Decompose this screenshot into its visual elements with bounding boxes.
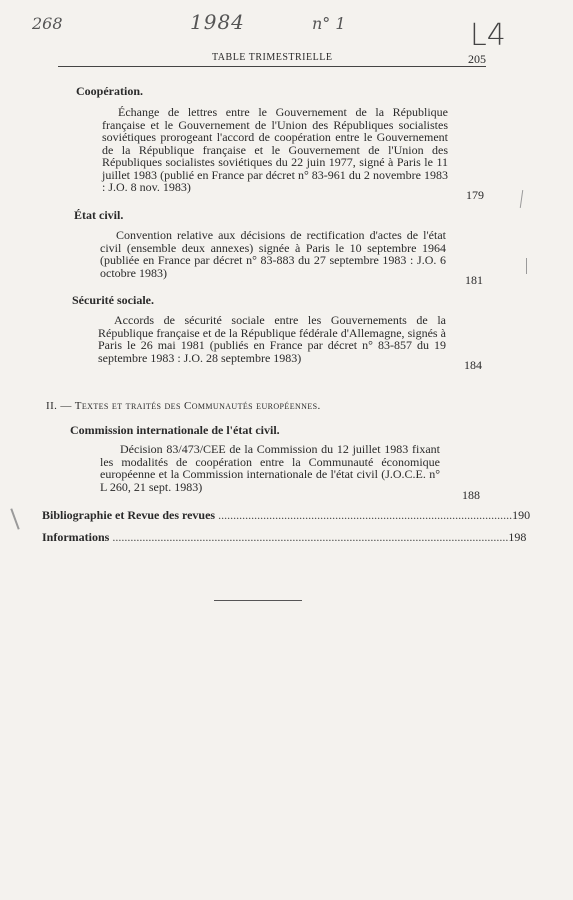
- page-number: 205: [468, 52, 486, 66]
- toc-line: [42, 530, 527, 545]
- toc-label: Informations: [42, 530, 110, 544]
- section-heading: Commission internationale de l'état civil.: [70, 423, 280, 437]
- toc-line: [42, 508, 531, 523]
- end-rule: [214, 600, 302, 601]
- page-header: [74, 52, 486, 66]
- entry-text: Convention relative aux décisions de rectification d'actes de l'état civil (ensemble deux annexes) signée à Paris le 10 septembre 1964 (publiée en France par décret n° 83-883 du 27 septembre 1983 : J.O. 6 octobre 1983): [100, 228, 446, 280]
- entry-text: Échange de lettres entre le Gouvernement de la République française et le Gouvernement de l'Union des Républiques socialistes soviétiques prorogeant l'accord de coopération entre le Gouvernement de la République française et le Gouvernement de l'Union des Républiques socialistes soviétiques du 22 juin 1977, signé à Paris le 11 juillet 1983 (publié en France par décret n° 83-961 du 2 novembre 1983 : J.O. 8 nov. 1983): [102, 105, 448, 194]
- scan-mark: [10, 508, 19, 529]
- section-entry: [98, 314, 446, 364]
- section-heading: Coopération.: [76, 84, 143, 98]
- entry-page-number: 181: [465, 273, 483, 287]
- dot-leader: ..................................................................................................: [215, 508, 513, 522]
- section-heading: Sécurité sociale.: [72, 293, 154, 307]
- entry-page-number: 184: [464, 358, 482, 372]
- toc-page-number: 198: [508, 530, 527, 544]
- entry-text: Décision 83/473/CEE de la Commission du 12 juillet 1983 fixant les modalités de coopération entre la Communauté économique européenne et la Commission internationale de l'état civil (J.O.C.E. n° L 260, 21 sept. 1983): [100, 442, 440, 494]
- handwritten-note-left: 268: [32, 14, 63, 33]
- entry-page-number: 188: [462, 488, 480, 502]
- handwritten-note-middle: 1984: [190, 10, 245, 34]
- header-rule: [58, 66, 486, 67]
- running-title: TABLE TRIMESTRIELLE: [212, 52, 333, 63]
- section-entry: [100, 229, 446, 279]
- section-entry: [102, 106, 448, 194]
- dot-leader: ....................................................................................................................................: [109, 530, 509, 544]
- toc-label: Bibliographie et Revue des revues: [42, 508, 216, 522]
- entry-text: Accords de sécurité sociale entre les Gouvernements de la République française et de la République fédérale d'Allemagne, signés à Paris le 26 mai 1981 (publiés en France par décret n° 83-857 du 19 septembre 1983 : J.O. 28 septembre 1983): [98, 313, 446, 365]
- handwritten-corner-mark: L4: [470, 18, 506, 53]
- toc-page-number: 190: [512, 508, 531, 522]
- entry-page-number: 179: [466, 188, 484, 202]
- handwritten-note-right: n° 1: [312, 14, 346, 33]
- section-heading: État civil.: [74, 208, 124, 222]
- part-title: II. — Textes et traités des Communautés européennes.: [46, 400, 321, 412]
- section-entry: [100, 443, 440, 493]
- scan-mark: [520, 190, 523, 208]
- scan-mark: [526, 258, 527, 274]
